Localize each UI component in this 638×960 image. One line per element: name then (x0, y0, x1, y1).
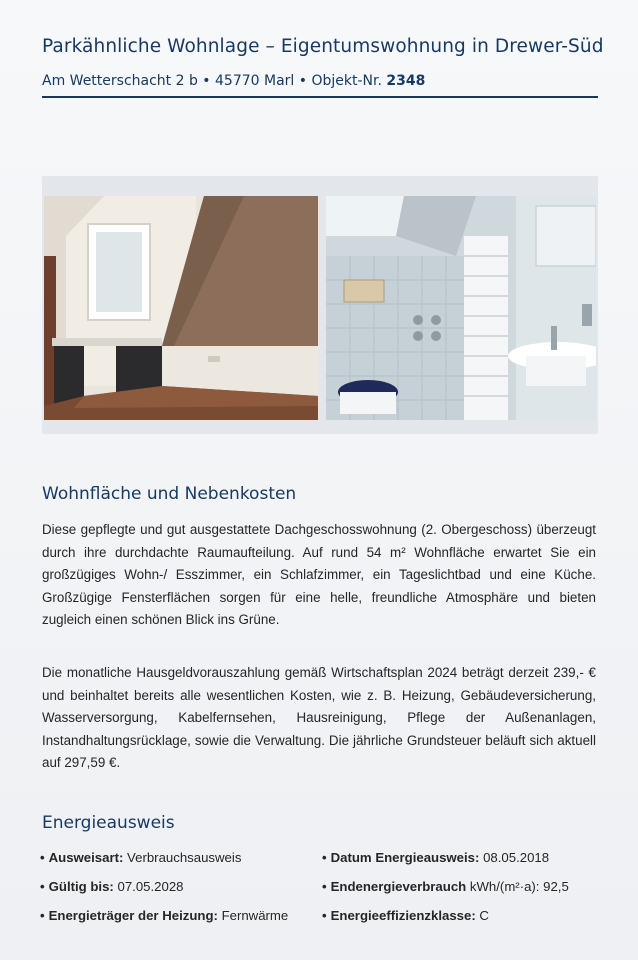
bullet-icon: • (322, 879, 327, 894)
bullet-icon: • (40, 908, 45, 923)
energy-item-label: Ausweisart: (48, 850, 124, 865)
energy-item-value: Verbrauchsausweis (123, 850, 242, 865)
paragraph-costs: Die monatliche Hausgeldvorauszahlung gemäß Wirtschaftsplan 2024 beträgt derzeit 239,- € und beinhaltet bereits alle wesentlichen Kosten, wie z. B. Heizung, Gebäudeversicherung, Wasserversorgung, Kabelfernsehen, Hausreinigung, Pflege der Außenanlagen, Instandhaltungsrücklage, sowie die Verwaltung. Die jährliche Grundsteuer beläuft sich aktuell auf 297,59 €. (42, 665, 596, 771)
paragraph-description: Diese gepflegte und gut ausgestattete Dachgeschosswohnung (2. Obergeschoss) überzeugt durch ihre durchdachte Raumaufteilung. Auf rund 54 m² Wohnfläche erwartet Sie ein großzügiges Wohn-/ Esszimmer, ein Schlafzimmer, ein Tageslichtbad und eine Küche. Großzügige Fensterflächen sorgen für eine helle, freundliche Atmosphäre und bieten zugleich einen schönen Blick ins Grüne. (42, 522, 596, 628)
energy-item-value: Fernwärme (217, 908, 289, 923)
energy-item-value: kWh/(m²·a): 92,5 (466, 879, 569, 894)
bullet-icon: • (322, 908, 327, 923)
energy-list (40, 850, 600, 937)
energy-item-consumption (322, 879, 569, 894)
energy-item-label: Gültig bis: (48, 879, 114, 894)
energy-item-efficiency-class (322, 908, 489, 923)
bullet-icon: • (40, 850, 45, 865)
list-row (40, 908, 600, 937)
photo-attic-room (44, 196, 318, 420)
energy-item-certificate-type (40, 850, 241, 865)
bullet-icon: • (40, 879, 45, 894)
energy-item-valid-until (40, 879, 184, 894)
header (42, 36, 602, 89)
object-number: 2348 (386, 73, 426, 89)
section-heading-energy: Energieausweis (42, 813, 175, 833)
header-divider (42, 96, 598, 98)
photo-bathroom (326, 196, 596, 420)
page-title: Parkähnliche Wohnlage – Eigentumswohnung in Drewer-Süd (42, 36, 604, 57)
address-line (42, 73, 602, 89)
energy-item-value: 08.05.2018 (479, 850, 550, 865)
energy-item-label: Endenergieverbrauch (330, 879, 467, 894)
list-row (40, 850, 600, 879)
energy-item-label: Energieeffizienzklasse: (330, 908, 476, 923)
energy-item-value: C (475, 908, 489, 923)
bullet-icon: • (322, 850, 327, 865)
address-text: Am Wetterschacht 2 b • 45770 Marl • Objekt-Nr. (42, 73, 382, 89)
energy-item-value: 07.05.2028 (113, 879, 184, 894)
list-row (40, 879, 600, 908)
energy-item-certificate-date (322, 850, 549, 865)
energy-item-label: Datum Energieausweis: (330, 850, 480, 865)
energy-item-heating-source (40, 908, 288, 923)
energy-item-label: Energieträger der Heizung: (48, 908, 218, 923)
section-heading-living: Wohnfläche und Nebenkosten (42, 484, 297, 504)
photo-strip (42, 176, 598, 434)
